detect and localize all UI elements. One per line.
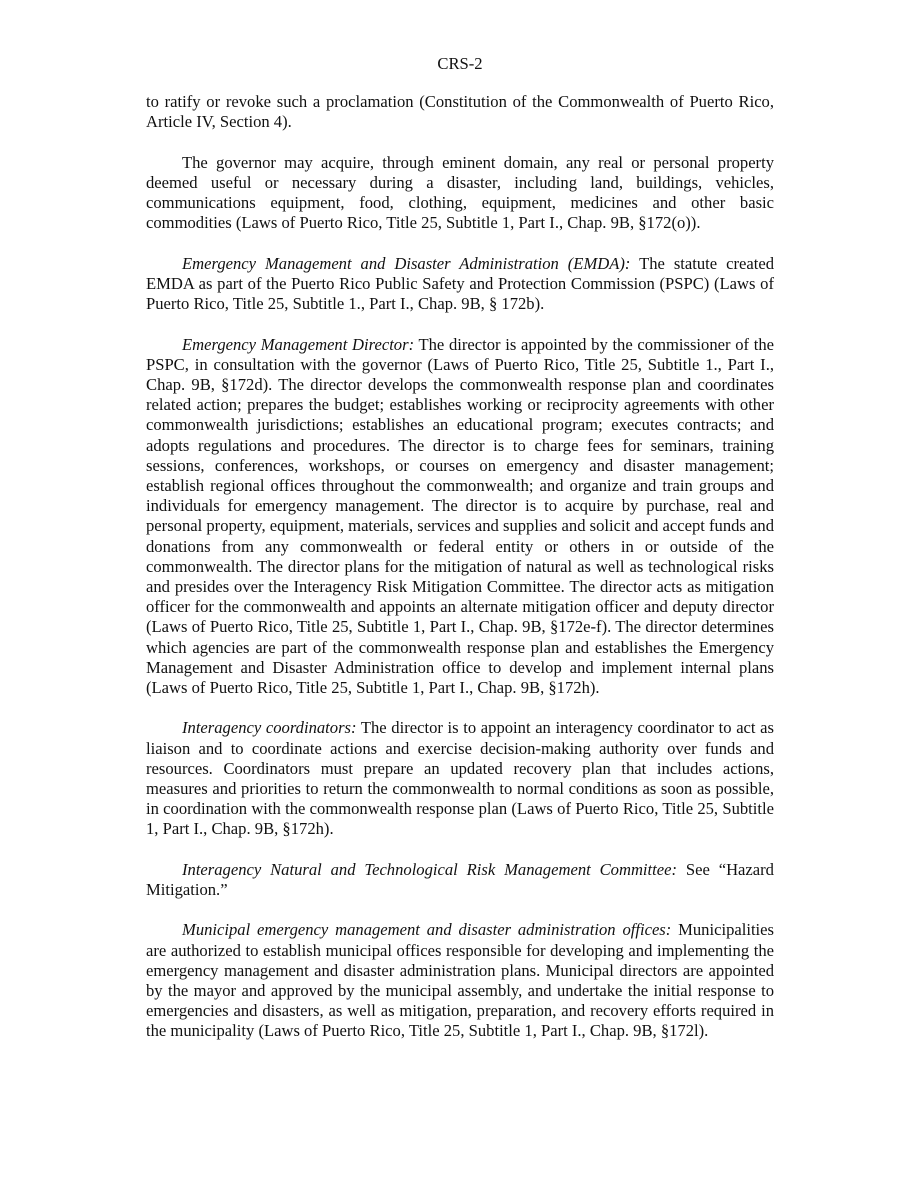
paragraph-risk-committee — [146, 860, 774, 900]
paragraph-lead: Emergency Management Director: — [182, 334, 415, 354]
paragraph-lead: Interagency coordinators: — [182, 718, 357, 738]
paragraph-lead: Interagency Natural and Technological Risk Management Committee: — [182, 859, 678, 879]
page-header: CRS-2 — [437, 54, 483, 73]
paragraph-lead: Emergency Management and Disaster Administration (EMDA): — [182, 253, 631, 273]
paragraph-text: The statute created EMDA as part of the Puerto Rico Public Safety and Protection Commission (PSPC) (Laws of Puerto Rico, Title 25, Subtitle 1., Part I., Chap. 9B, § 172b). — [146, 253, 775, 314]
paragraph-text: See “Hazard Mitigation.” — [146, 859, 774, 900]
paragraph-municipal-offices — [146, 920, 774, 1041]
paragraph-text: The governor may acquire, through eminent domain, any real or personal property deemed useful or necessary during a disaster, including land, buildings, vehicles, communications equipment, food, clothing, equipment, medicines and other basic commodities (Laws of Puerto Rico, Title 25, Subtitle 1, Part I., Chap. 9B, §172(o)). — [146, 152, 774, 233]
paragraph-interagency-coordinators — [146, 718, 774, 839]
paragraph-proclamation — [146, 92, 774, 132]
paragraph-text: Municipalities are authorized to establish municipal offices responsible for developing and implementing the emergency management and disaster administration plans. Municipal directors are appointed by the mayor and approved by the municipal assembly, and undertake the initial response to emergencies and disasters, as well as mitigation, preparation, and recovery efforts required in the municipality (Laws of Puerto Rico, Title 25, Subtitle 1, Part I., Chap. 9B, §172l). — [146, 920, 774, 1041]
paragraph-text: to ratify or revoke such a proclamation (Constitution of the Commonwealth of Puerto Rico, Article IV, Section 4). — [146, 92, 774, 132]
paragraph-text: The director is appointed by the commissioner of the PSPC, in consultation with the governor (Laws of Puerto Rico, Title 25, Subtitle 1., Part I., Chap. 9B, §172d). The director develops the commonwealth response plan and coordinates related action; prepares the budget; establishes working or reciprocity agreements with other commonwealth jurisdictions; establishes an educational program; executes contracts; and adopts regulations and procedures. The director is to charge fees for seminars, training sessions, conferences, workshops, or courses on emergency and disaster management; establish regional offices throughout the commonwealth; and organize and train groups and individuals for emergency management. The director is to acquire by purchase, real and personal property, equipment, materials, services and supplies and solicit and accept funds and donations from any commonwealth or federal entity or others in or outside of the commonwealth. The director plans for the mitigation of natural as well as technological risks and presides over the Interagency Risk Mitigation Committee. The director acts as mitigation officer for the commonwealth and appoints an alternate mitigation officer and deputy director (Laws of Puerto Rico, Title 25, Subtitle 1, Part I., Chap. 9B, §172e-f). The director determines which agencies are part of the commonwealth response plan and establishes the Emergency Management and Disaster Administration office to develop and implement internal plans (Laws of Puerto Rico, Title 25, Subtitle 1, Part I., Chap. 9B, §172h). — [146, 334, 774, 698]
paragraph-lead: Municipal emergency management and disaster administration offices: — [182, 920, 672, 940]
paragraph-eminent-domain — [146, 153, 774, 234]
paragraph-text: The director is to appoint an interagency coordinator to act as liaison and to coordinate actions and exercise decision-making authority over funds and resources. Coordinators must prepare an updated recovery plan that includes actions, measures and priorities to return the commonwealth to normal conditions as soon as possible, in coordination with the commonwealth response plan (Laws of Puerto Rico, Title 25, Subtitle 1, Part I., Chap. 9B, §172h). — [146, 718, 774, 839]
paragraph-emda — [146, 254, 774, 315]
document-page — [146, 54, 774, 1062]
paragraph-director — [146, 335, 774, 699]
